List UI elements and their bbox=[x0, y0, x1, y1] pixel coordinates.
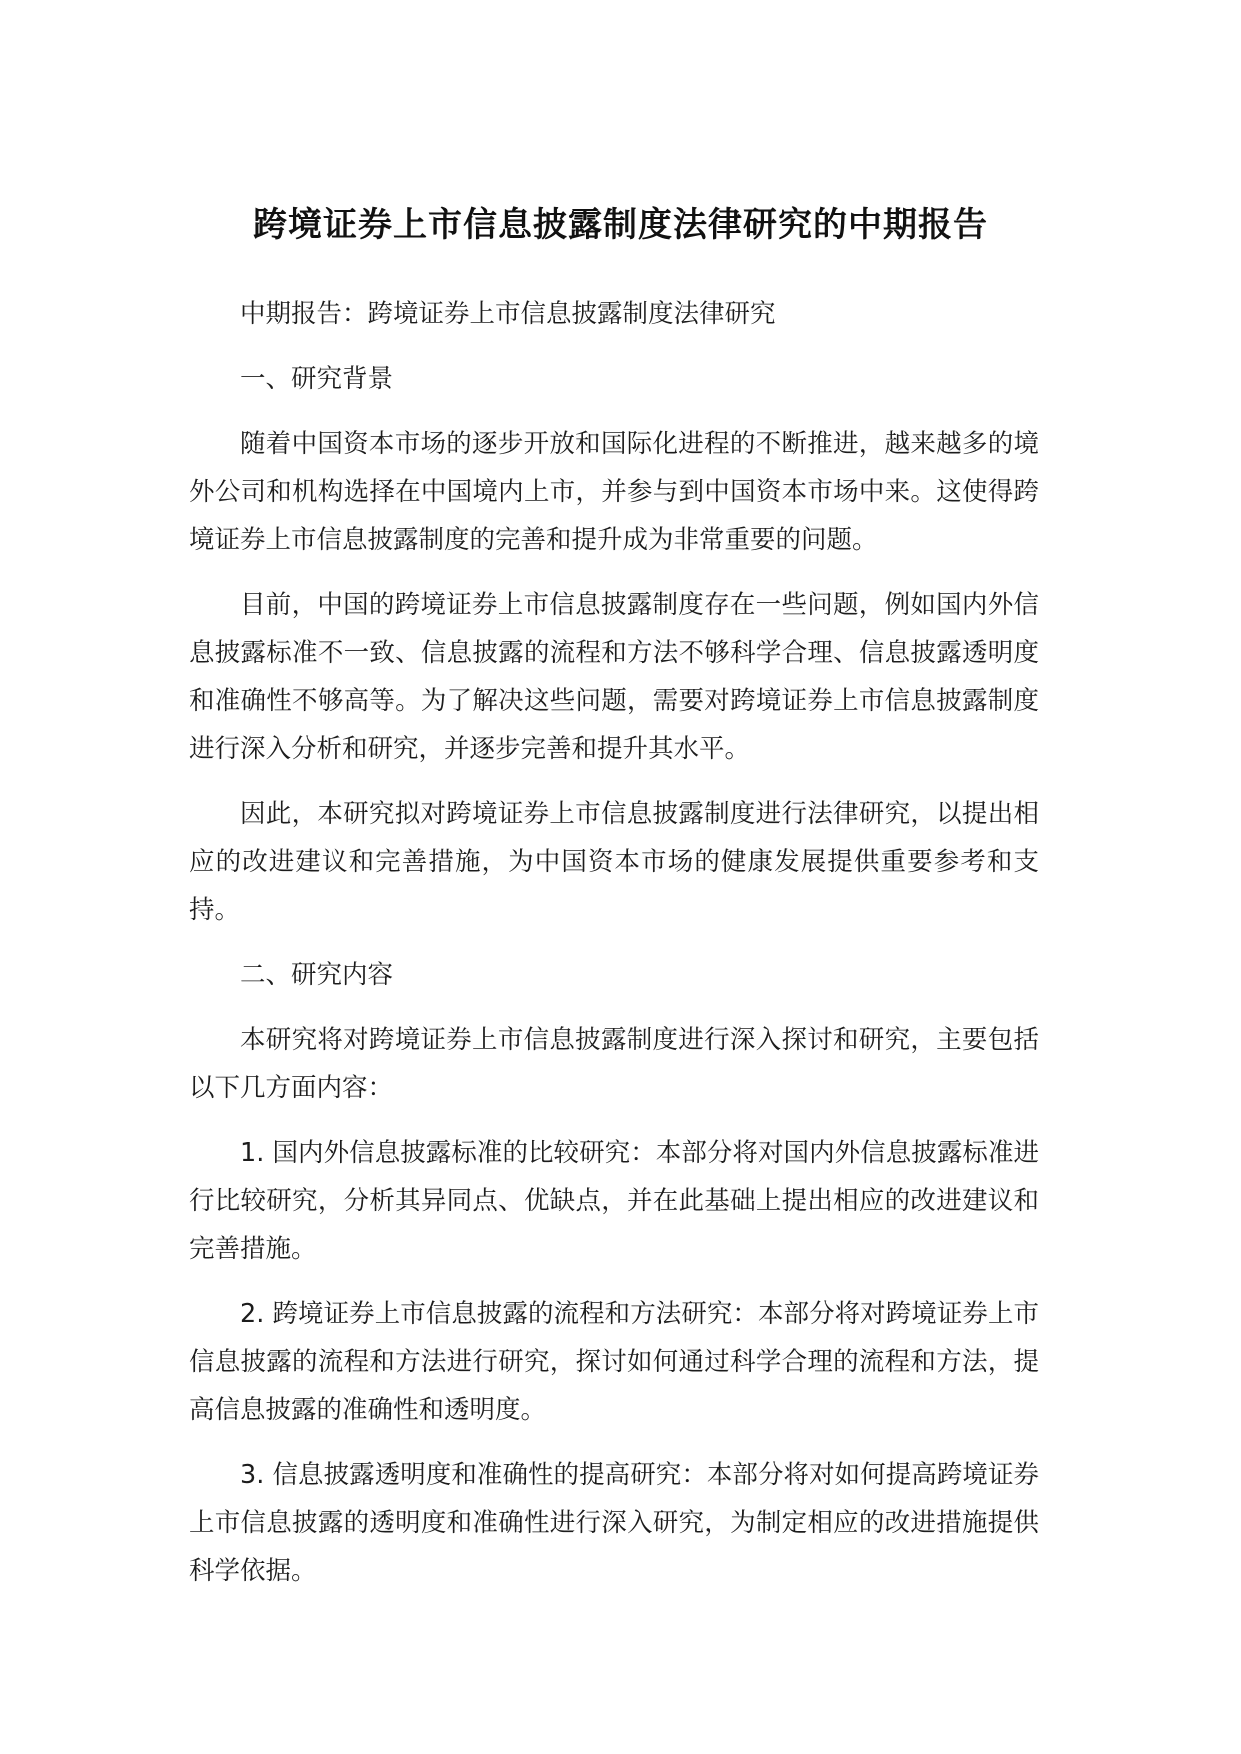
document-title: 跨境证券上市信息披露制度法律研究的中期报告 bbox=[253, 204, 988, 245]
paragraph-content-intro: 本研究将对跨境证券上市信息披露制度进行深入探讨和研究，主要包括以下几方面内容： bbox=[189, 1025, 1039, 1103]
paragraph-background-3: 因此，本研究拟对跨境证券上市信息披露制度进行法律研究，以提出相应的改进建议和完善措施，为中国资本市场的健康发展提供重要参考和支持。 bbox=[189, 799, 1039, 925]
section-heading-background: 一、研究背景 bbox=[240, 364, 394, 394]
document-body bbox=[189, 290, 1039, 1612]
list-item-2: 2. 跨境证券上市信息披露的流程和方法研究：本部分将对跨境证券上市信息披露的流程和方法进行研究，探讨如何通过科学合理的流程和方法，提高信息披露的准确性和透明度。 bbox=[189, 1299, 1039, 1425]
report-subtitle: 中期报告：跨境证券上市信息披露制度法律研究 bbox=[240, 299, 776, 329]
list-item-1: 1. 国内外信息披露标准的比较研究：本部分将对国内外信息披露标准进行比较研究，分析其异同点、优缺点，并在此基础上提出相应的改进建议和完善措施。 bbox=[189, 1138, 1039, 1264]
section-heading-content: 二、研究内容 bbox=[240, 960, 394, 990]
list-item-3: 3. 信息披露透明度和准确性的提高研究：本部分将对如何提高跨境证券上市信息披露的透明度和准确性进行深入研究，为制定相应的改进措施提供科学依据。 bbox=[189, 1460, 1039, 1586]
paragraph-background-2: 目前，中国的跨境证券上市信息披露制度存在一些问题，例如国内外信息披露标准不一致、信息披露的流程和方法不够科学合理、信息披露透明度和准确性不够高等。为了解决这些问题，需要对跨境证券上市信息披露制度进行深入分析和研究，并逐步完善和提升其水平。 bbox=[189, 590, 1039, 764]
paragraph-background-1: 随着中国资本市场的逐步开放和国际化进程的不断推进，越来越多的境外公司和机构选择在中国境内上市，并参与到中国资本市场中来。这使得跨境证券上市信息披露制度的完善和提升成为非常重要的问题。 bbox=[189, 429, 1039, 555]
